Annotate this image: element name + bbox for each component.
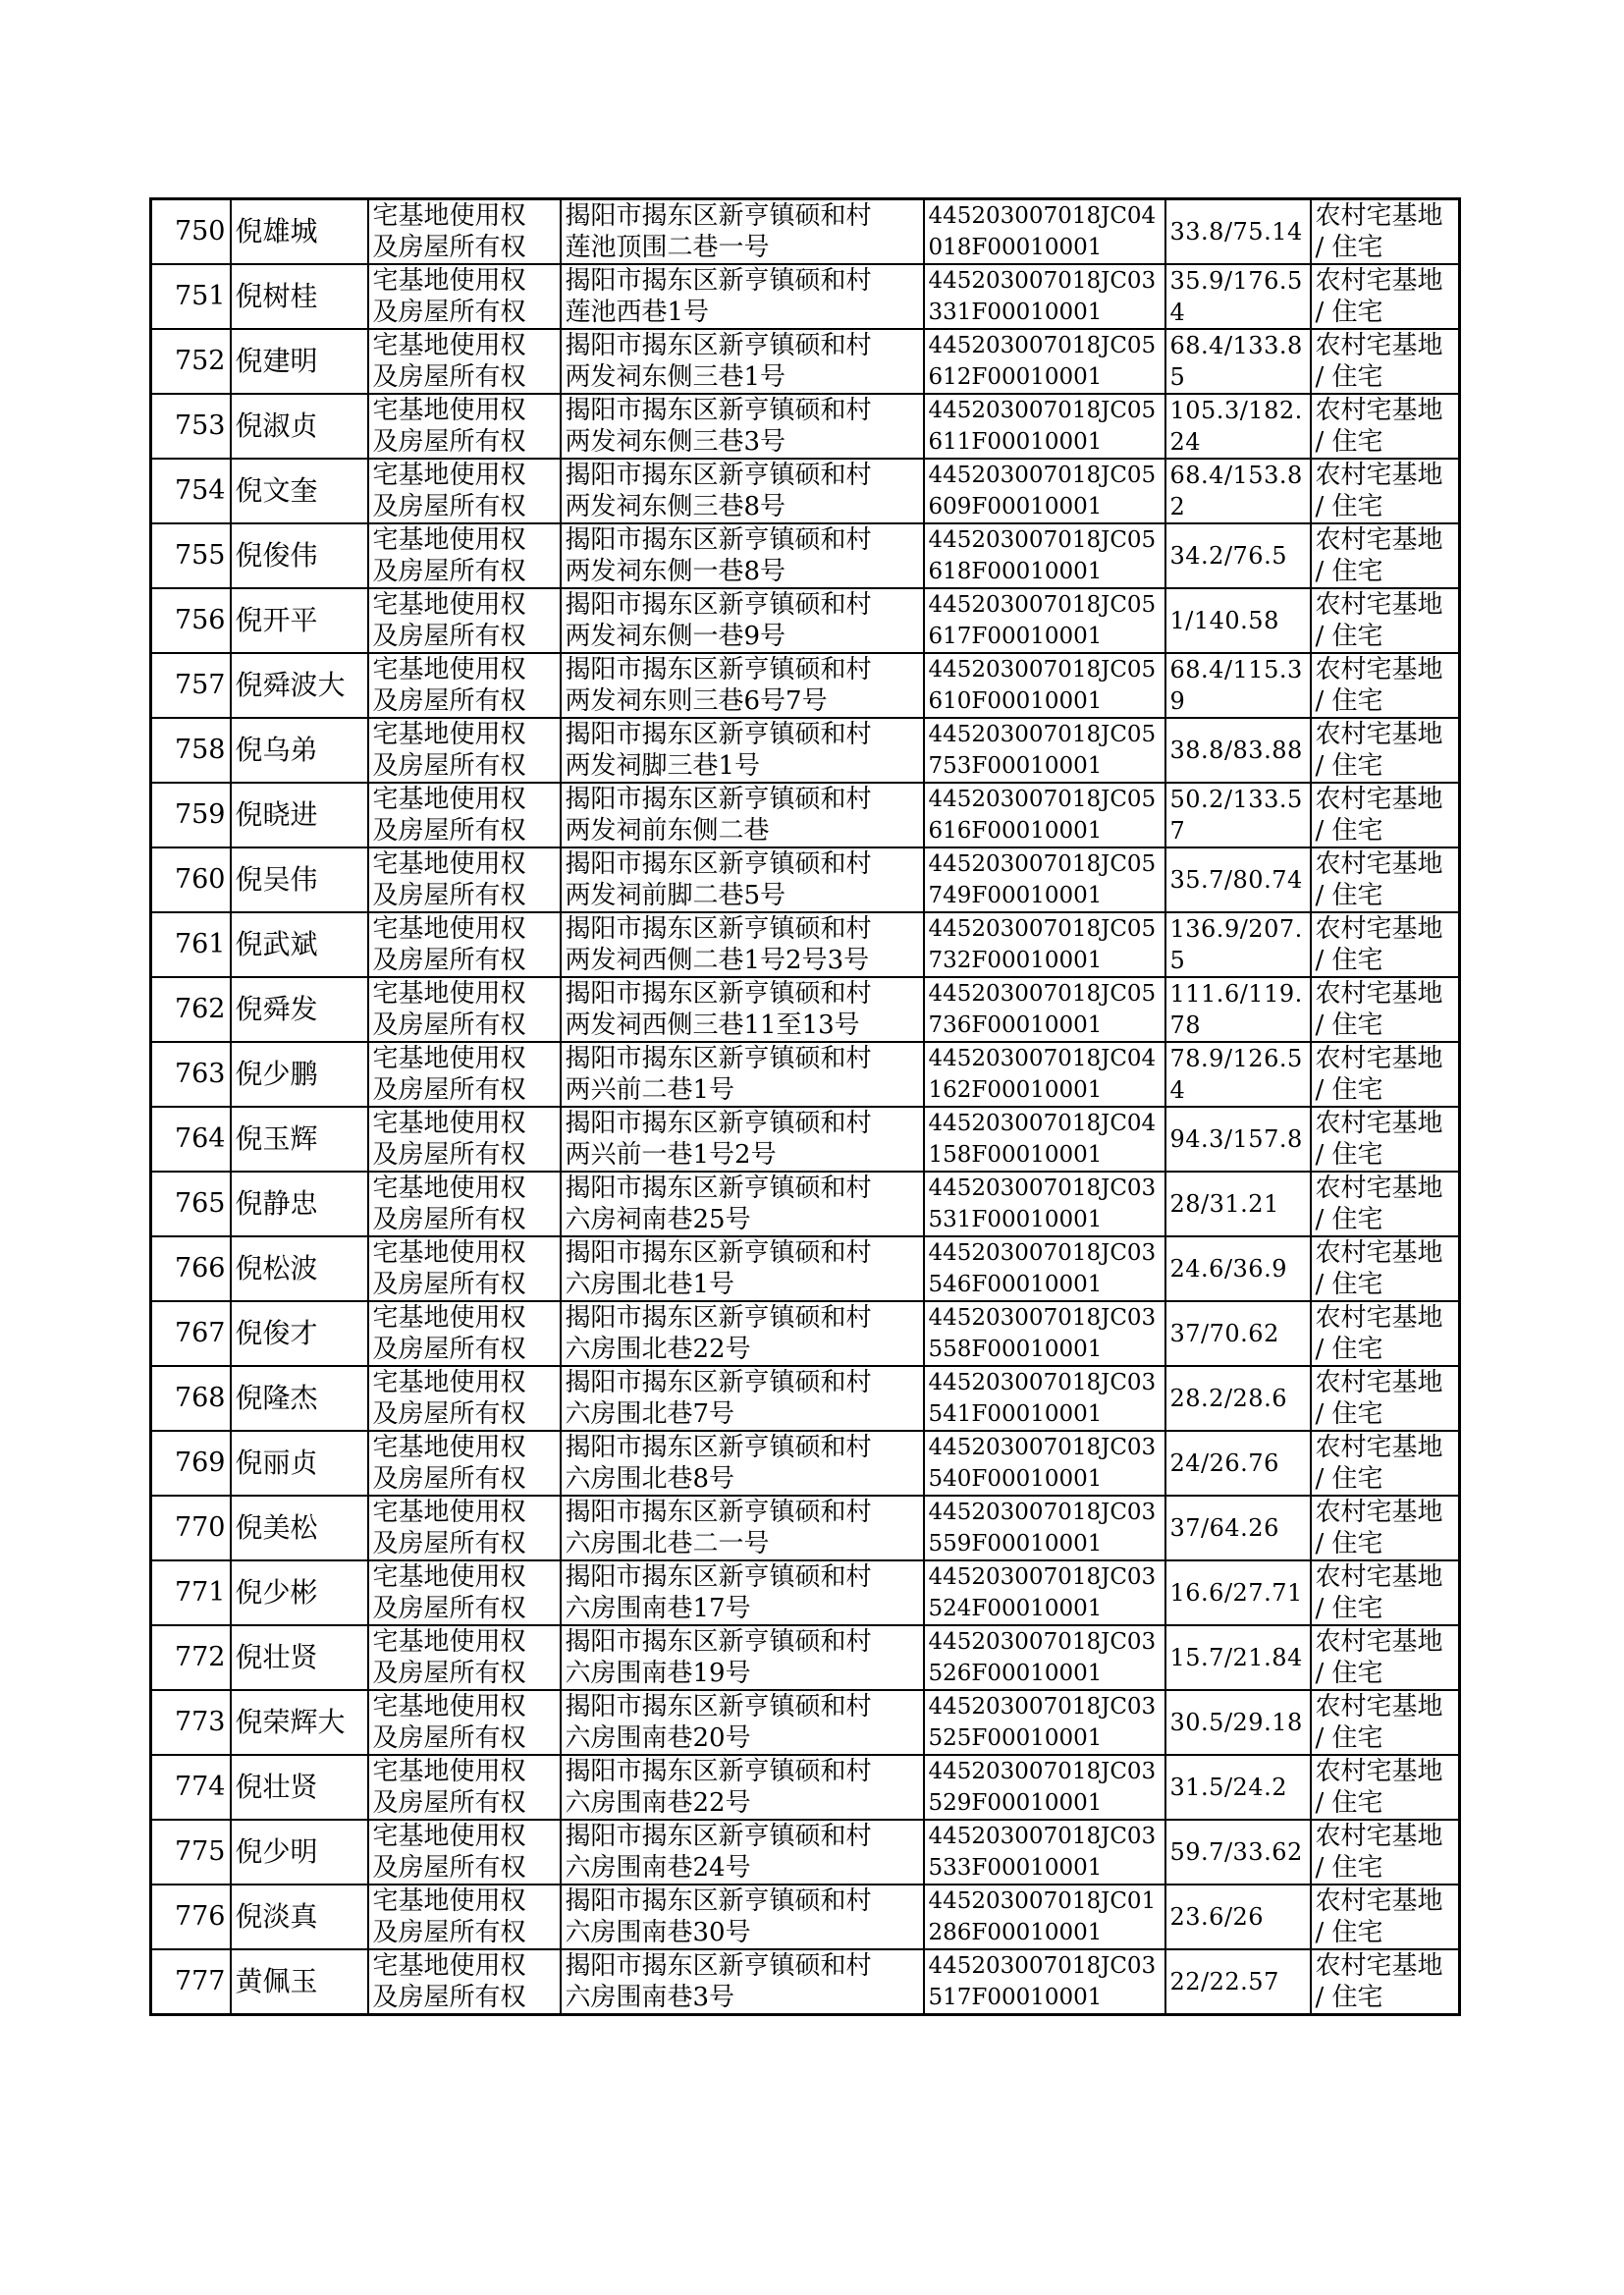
land-use-cell: 农村宅基地 / 住宅 <box>1311 1820 1460 1885</box>
address-cell: 揭阳市揭东区新亨镇硕和村 两兴前一巷1号2号 <box>561 1107 924 1172</box>
table-row <box>151 718 1460 783</box>
land-use-cell: 农村宅基地 / 住宅 <box>1311 912 1460 977</box>
owner-name-cell: 倪淑贞 <box>231 394 368 459</box>
row-number-cell: 767 <box>151 1301 231 1366</box>
address-cell: 揭阳市揭东区新亨镇硕和村 六房围南巷30号 <box>561 1885 924 1949</box>
area-cell: 68.4/153.82 <box>1165 459 1311 523</box>
unit-code-cell: 445203007018JC05616F00010001 <box>924 783 1165 847</box>
owner-name-cell: 倪玉辉 <box>231 1107 368 1172</box>
area-cell: 30.5/29.18 <box>1165 1690 1311 1755</box>
area-cell: 68.4/133.85 <box>1165 329 1311 394</box>
owner-name-cell: 倪淡真 <box>231 1885 368 1949</box>
land-use-cell: 农村宅基地 / 住宅 <box>1311 523 1460 588</box>
right-type-cell: 宅基地使用权 及房屋所有权 <box>368 1236 561 1301</box>
table-row <box>151 329 1460 394</box>
unit-code-cell: 445203007018JC03331F00010001 <box>924 264 1165 329</box>
land-use-cell: 农村宅基地 / 住宅 <box>1311 977 1460 1042</box>
land-use-cell: 农村宅基地 / 住宅 <box>1311 1625 1460 1690</box>
area-cell: 111.6/119.78 <box>1165 977 1311 1042</box>
address-cell: 揭阳市揭东区新亨镇硕和村 六房围北巷二一号 <box>561 1496 924 1560</box>
address-cell: 揭阳市揭东区新亨镇硕和村 两发祠脚三巷1号 <box>561 718 924 783</box>
row-number-cell: 769 <box>151 1431 231 1496</box>
unit-code-cell: 445203007018JC05749F00010001 <box>924 847 1165 912</box>
area-cell: 34.2/76.5 <box>1165 523 1311 588</box>
unit-code-cell: 445203007018JC05618F00010001 <box>924 523 1165 588</box>
land-use-cell: 农村宅基地 / 住宅 <box>1311 718 1460 783</box>
right-type-cell: 宅基地使用权 及房屋所有权 <box>368 847 561 912</box>
right-type-cell: 宅基地使用权 及房屋所有权 <box>368 1496 561 1560</box>
table-row <box>151 977 1460 1042</box>
unit-code-cell: 445203007018JC03546F00010001 <box>924 1236 1165 1301</box>
address-cell: 揭阳市揭东区新亨镇硕和村 六房围北巷22号 <box>561 1301 924 1366</box>
row-number-cell: 775 <box>151 1820 231 1885</box>
address-cell: 揭阳市揭东区新亨镇硕和村 六房围南巷20号 <box>561 1690 924 1755</box>
address-cell: 揭阳市揭东区新亨镇硕和村 两发祠西侧二巷1号2号3号 <box>561 912 924 977</box>
right-type-cell: 宅基地使用权 及房屋所有权 <box>368 912 561 977</box>
owner-name-cell: 倪荣辉大 <box>231 1690 368 1755</box>
property-register-table <box>149 197 1461 2016</box>
table-row <box>151 1301 1460 1366</box>
owner-name-cell: 倪乌弟 <box>231 718 368 783</box>
right-type-cell: 宅基地使用权 及房屋所有权 <box>368 1885 561 1949</box>
area-cell: 68.4/115.39 <box>1165 653 1311 718</box>
unit-code-cell: 445203007018JC03525F00010001 <box>924 1690 1165 1755</box>
right-type-cell: 宅基地使用权 及房屋所有权 <box>368 523 561 588</box>
unit-code-cell: 445203007018JC03558F00010001 <box>924 1301 1165 1366</box>
area-cell: 37/64.26 <box>1165 1496 1311 1560</box>
table-row <box>151 912 1460 977</box>
area-cell: 28/31.21 <box>1165 1172 1311 1236</box>
address-cell: 揭阳市揭东区新亨镇硕和村 两发祠前东侧二巷 <box>561 783 924 847</box>
table-row <box>151 847 1460 912</box>
unit-code-cell: 445203007018JC05736F00010001 <box>924 977 1165 1042</box>
row-number-cell: 761 <box>151 912 231 977</box>
table-row <box>151 1042 1460 1107</box>
right-type-cell: 宅基地使用权 及房屋所有权 <box>368 329 561 394</box>
address-cell: 揭阳市揭东区新亨镇硕和村 六房围南巷17号 <box>561 1560 924 1625</box>
land-use-cell: 农村宅基地 / 住宅 <box>1311 1755 1460 1820</box>
land-use-cell: 农村宅基地 / 住宅 <box>1311 1431 1460 1496</box>
address-cell: 揭阳市揭东区新亨镇硕和村 两发祠东则三巷6号7号 <box>561 653 924 718</box>
right-type-cell: 宅基地使用权 及房屋所有权 <box>368 264 561 329</box>
owner-name-cell: 倪少鹏 <box>231 1042 368 1107</box>
table-row <box>151 588 1460 653</box>
row-number-cell: 756 <box>151 588 231 653</box>
row-number-cell: 768 <box>151 1366 231 1431</box>
owner-name-cell: 倪晓进 <box>231 783 368 847</box>
area-cell: 105.3/182.24 <box>1165 394 1311 459</box>
right-type-cell: 宅基地使用权 及房屋所有权 <box>368 1107 561 1172</box>
table-row <box>151 523 1460 588</box>
land-use-cell: 农村宅基地 / 住宅 <box>1311 1949 1460 2015</box>
right-type-cell: 宅基地使用权 及房屋所有权 <box>368 1366 561 1431</box>
right-type-cell: 宅基地使用权 及房屋所有权 <box>368 1301 561 1366</box>
table-row <box>151 1496 1460 1560</box>
row-number-cell: 762 <box>151 977 231 1042</box>
land-use-cell: 农村宅基地 / 住宅 <box>1311 199 1460 265</box>
land-use-cell: 农村宅基地 / 住宅 <box>1311 1366 1460 1431</box>
unit-code-cell: 445203007018JC03533F00010001 <box>924 1820 1165 1885</box>
owner-name-cell: 黄佩玉 <box>231 1949 368 2015</box>
address-cell: 揭阳市揭东区新亨镇硕和村 两发祠东侧一巷9号 <box>561 588 924 653</box>
row-number-cell: 753 <box>151 394 231 459</box>
row-number-cell: 770 <box>151 1496 231 1560</box>
right-type-cell: 宅基地使用权 及房屋所有权 <box>368 977 561 1042</box>
address-cell: 揭阳市揭东区新亨镇硕和村 莲池顶围二巷一号 <box>561 199 924 265</box>
row-number-cell: 759 <box>151 783 231 847</box>
row-number-cell: 772 <box>151 1625 231 1690</box>
owner-name-cell: 倪文奎 <box>231 459 368 523</box>
row-number-cell: 757 <box>151 653 231 718</box>
unit-code-cell: 445203007018JC03531F00010001 <box>924 1172 1165 1236</box>
owner-name-cell: 倪少明 <box>231 1820 368 1885</box>
land-use-cell: 农村宅基地 / 住宅 <box>1311 1301 1460 1366</box>
owner-name-cell: 倪舜波大 <box>231 653 368 718</box>
right-type-cell: 宅基地使用权 及房屋所有权 <box>368 199 561 265</box>
address-cell: 揭阳市揭东区新亨镇硕和村 六房围南巷19号 <box>561 1625 924 1690</box>
right-type-cell: 宅基地使用权 及房屋所有权 <box>368 1042 561 1107</box>
unit-code-cell: 445203007018JC05610F00010001 <box>924 653 1165 718</box>
address-cell: 揭阳市揭东区新亨镇硕和村 两发祠前脚二巷5号 <box>561 847 924 912</box>
right-type-cell: 宅基地使用权 及房屋所有权 <box>368 1949 561 2015</box>
area-cell: 78.9/126.54 <box>1165 1042 1311 1107</box>
table-row <box>151 1949 1460 2015</box>
row-number-cell: 760 <box>151 847 231 912</box>
land-use-cell: 农村宅基地 / 住宅 <box>1311 1560 1460 1625</box>
right-type-cell: 宅基地使用权 及房屋所有权 <box>368 1690 561 1755</box>
address-cell: 揭阳市揭东区新亨镇硕和村 两发祠东侧三巷1号 <box>561 329 924 394</box>
right-type-cell: 宅基地使用权 及房屋所有权 <box>368 1625 561 1690</box>
unit-code-cell: 445203007018JC03540F00010001 <box>924 1431 1165 1496</box>
row-number-cell: 758 <box>151 718 231 783</box>
row-number-cell: 754 <box>151 459 231 523</box>
row-number-cell: 763 <box>151 1042 231 1107</box>
land-use-cell: 农村宅基地 / 住宅 <box>1311 459 1460 523</box>
land-use-cell: 农村宅基地 / 住宅 <box>1311 394 1460 459</box>
unit-code-cell: 445203007018JC03526F00010001 <box>924 1625 1165 1690</box>
table-row <box>151 459 1460 523</box>
row-number-cell: 776 <box>151 1885 231 1949</box>
land-use-cell: 农村宅基地 / 住宅 <box>1311 783 1460 847</box>
table-row <box>151 1820 1460 1885</box>
unit-code-cell: 445203007018JC04018F00010001 <box>924 199 1165 265</box>
right-type-cell: 宅基地使用权 及房屋所有权 <box>368 783 561 847</box>
address-cell: 揭阳市揭东区新亨镇硕和村 两发祠东侧三巷3号 <box>561 394 924 459</box>
unit-code-cell: 445203007018JC01286F00010001 <box>924 1885 1165 1949</box>
owner-name-cell: 倪雄城 <box>231 199 368 265</box>
right-type-cell: 宅基地使用权 及房屋所有权 <box>368 718 561 783</box>
area-cell: 37/70.62 <box>1165 1301 1311 1366</box>
land-use-cell: 农村宅基地 / 住宅 <box>1311 653 1460 718</box>
row-number-cell: 765 <box>151 1172 231 1236</box>
table-row <box>151 1236 1460 1301</box>
right-type-cell: 宅基地使用权 及房屋所有权 <box>368 459 561 523</box>
land-use-cell: 农村宅基地 / 住宅 <box>1311 1107 1460 1172</box>
area-cell: 50.2/133.57 <box>1165 783 1311 847</box>
register-body <box>151 199 1460 2015</box>
unit-code-cell: 445203007018JC05732F00010001 <box>924 912 1165 977</box>
unit-code-cell: 445203007018JC05611F00010001 <box>924 394 1165 459</box>
owner-name-cell: 倪开平 <box>231 588 368 653</box>
area-cell: 33.8/75.14 <box>1165 199 1311 265</box>
unit-code-cell: 445203007018JC03529F00010001 <box>924 1755 1165 1820</box>
address-cell: 揭阳市揭东区新亨镇硕和村 六房围北巷1号 <box>561 1236 924 1301</box>
right-type-cell: 宅基地使用权 及房屋所有权 <box>368 1431 561 1496</box>
table-row <box>151 394 1460 459</box>
row-number-cell: 755 <box>151 523 231 588</box>
row-number-cell: 750 <box>151 199 231 265</box>
land-use-cell: 农村宅基地 / 住宅 <box>1311 847 1460 912</box>
area-cell: 35.9/176.54 <box>1165 264 1311 329</box>
address-cell: 揭阳市揭东区新亨镇硕和村 两兴前二巷1号 <box>561 1042 924 1107</box>
owner-name-cell: 倪舜发 <box>231 977 368 1042</box>
land-use-cell: 农村宅基地 / 住宅 <box>1311 1042 1460 1107</box>
area-cell: 94.3/157.8 <box>1165 1107 1311 1172</box>
owner-name-cell: 倪吴伟 <box>231 847 368 912</box>
unit-code-cell: 445203007018JC05753F00010001 <box>924 718 1165 783</box>
unit-code-cell: 445203007018JC03524F00010001 <box>924 1560 1165 1625</box>
owner-name-cell: 倪树桂 <box>231 264 368 329</box>
owner-name-cell: 倪静忠 <box>231 1172 368 1236</box>
owner-name-cell: 倪壮贤 <box>231 1755 368 1820</box>
table-row <box>151 1625 1460 1690</box>
area-cell: 22/22.57 <box>1165 1949 1311 2015</box>
owner-name-cell: 倪松波 <box>231 1236 368 1301</box>
row-number-cell: 777 <box>151 1949 231 2015</box>
address-cell: 揭阳市揭东区新亨镇硕和村 两发祠东侧三巷8号 <box>561 459 924 523</box>
address-cell: 揭阳市揭东区新亨镇硕和村 两发祠西侧三巷11至13号 <box>561 977 924 1042</box>
right-type-cell: 宅基地使用权 及房屋所有权 <box>368 1172 561 1236</box>
table-row <box>151 1560 1460 1625</box>
address-cell: 揭阳市揭东区新亨镇硕和村 两发祠东侧一巷8号 <box>561 523 924 588</box>
owner-name-cell: 倪丽贞 <box>231 1431 368 1496</box>
address-cell: 揭阳市揭东区新亨镇硕和村 六房祠南巷25号 <box>561 1172 924 1236</box>
table-row <box>151 1172 1460 1236</box>
land-use-cell: 农村宅基地 / 住宅 <box>1311 588 1460 653</box>
row-number-cell: 751 <box>151 264 231 329</box>
table-row <box>151 1431 1460 1496</box>
table-row <box>151 1366 1460 1431</box>
area-cell: 38.8/83.88 <box>1165 718 1311 783</box>
table-row <box>151 653 1460 718</box>
land-use-cell: 农村宅基地 / 住宅 <box>1311 329 1460 394</box>
area-cell: 136.9/207.5 <box>1165 912 1311 977</box>
row-number-cell: 773 <box>151 1690 231 1755</box>
row-number-cell: 752 <box>151 329 231 394</box>
unit-code-cell: 445203007018JC05617F00010001 <box>924 588 1165 653</box>
row-number-cell: 764 <box>151 1107 231 1172</box>
area-cell: 23.6/26 <box>1165 1885 1311 1949</box>
owner-name-cell: 倪少彬 <box>231 1560 368 1625</box>
unit-code-cell: 445203007018JC04158F00010001 <box>924 1107 1165 1172</box>
land-use-cell: 农村宅基地 / 住宅 <box>1311 1885 1460 1949</box>
owner-name-cell: 倪壮贤 <box>231 1625 368 1690</box>
address-cell: 揭阳市揭东区新亨镇硕和村 六房围南巷22号 <box>561 1755 924 1820</box>
unit-code-cell: 445203007018JC03541F00010001 <box>924 1366 1165 1431</box>
table-row <box>151 783 1460 847</box>
area-cell: 24/26.76 <box>1165 1431 1311 1496</box>
unit-code-cell: 445203007018JC04162F00010001 <box>924 1042 1165 1107</box>
right-type-cell: 宅基地使用权 及房屋所有权 <box>368 653 561 718</box>
right-type-cell: 宅基地使用权 及房屋所有权 <box>368 1820 561 1885</box>
owner-name-cell: 倪武斌 <box>231 912 368 977</box>
table-row <box>151 1885 1460 1949</box>
land-use-cell: 农村宅基地 / 住宅 <box>1311 264 1460 329</box>
land-use-cell: 农村宅基地 / 住宅 <box>1311 1496 1460 1560</box>
right-type-cell: 宅基地使用权 及房屋所有权 <box>368 1755 561 1820</box>
land-use-cell: 农村宅基地 / 住宅 <box>1311 1236 1460 1301</box>
row-number-cell: 771 <box>151 1560 231 1625</box>
owner-name-cell: 倪俊才 <box>231 1301 368 1366</box>
address-cell: 揭阳市揭东区新亨镇硕和村 六房围南巷24号 <box>561 1820 924 1885</box>
right-type-cell: 宅基地使用权 及房屋所有权 <box>368 1560 561 1625</box>
address-cell: 揭阳市揭东区新亨镇硕和村 六房围北巷8号 <box>561 1431 924 1496</box>
row-number-cell: 774 <box>151 1755 231 1820</box>
address-cell: 揭阳市揭东区新亨镇硕和村 莲池西巷1号 <box>561 264 924 329</box>
address-cell: 揭阳市揭东区新亨镇硕和村 六房围北巷7号 <box>561 1366 924 1431</box>
owner-name-cell: 倪美松 <box>231 1496 368 1560</box>
area-cell: 15.7/21.84 <box>1165 1625 1311 1690</box>
unit-code-cell: 445203007018JC03559F00010001 <box>924 1496 1165 1560</box>
table-row <box>151 1107 1460 1172</box>
right-type-cell: 宅基地使用权 及房屋所有权 <box>368 394 561 459</box>
area-cell: 1/140.58 <box>1165 588 1311 653</box>
table-row <box>151 1690 1460 1755</box>
table-row <box>151 1755 1460 1820</box>
table-row <box>151 199 1460 265</box>
area-cell: 16.6/27.71 <box>1165 1560 1311 1625</box>
right-type-cell: 宅基地使用权 及房屋所有权 <box>368 588 561 653</box>
land-use-cell: 农村宅基地 / 住宅 <box>1311 1690 1460 1755</box>
table-row <box>151 264 1460 329</box>
area-cell: 59.7/33.62 <box>1165 1820 1311 1885</box>
unit-code-cell: 445203007018JC05609F00010001 <box>924 459 1165 523</box>
owner-name-cell: 倪俊伟 <box>231 523 368 588</box>
area-cell: 28.2/28.6 <box>1165 1366 1311 1431</box>
owner-name-cell: 倪隆杰 <box>231 1366 368 1431</box>
land-use-cell: 农村宅基地 / 住宅 <box>1311 1172 1460 1236</box>
address-cell: 揭阳市揭东区新亨镇硕和村 六房围南巷3号 <box>561 1949 924 2015</box>
unit-code-cell: 445203007018JC03517F00010001 <box>924 1949 1165 2015</box>
area-cell: 24.6/36.9 <box>1165 1236 1311 1301</box>
owner-name-cell: 倪建明 <box>231 329 368 394</box>
unit-code-cell: 445203007018JC05612F00010001 <box>924 329 1165 394</box>
area-cell: 35.7/80.74 <box>1165 847 1311 912</box>
row-number-cell: 766 <box>151 1236 231 1301</box>
area-cell: 31.5/24.2 <box>1165 1755 1311 1820</box>
